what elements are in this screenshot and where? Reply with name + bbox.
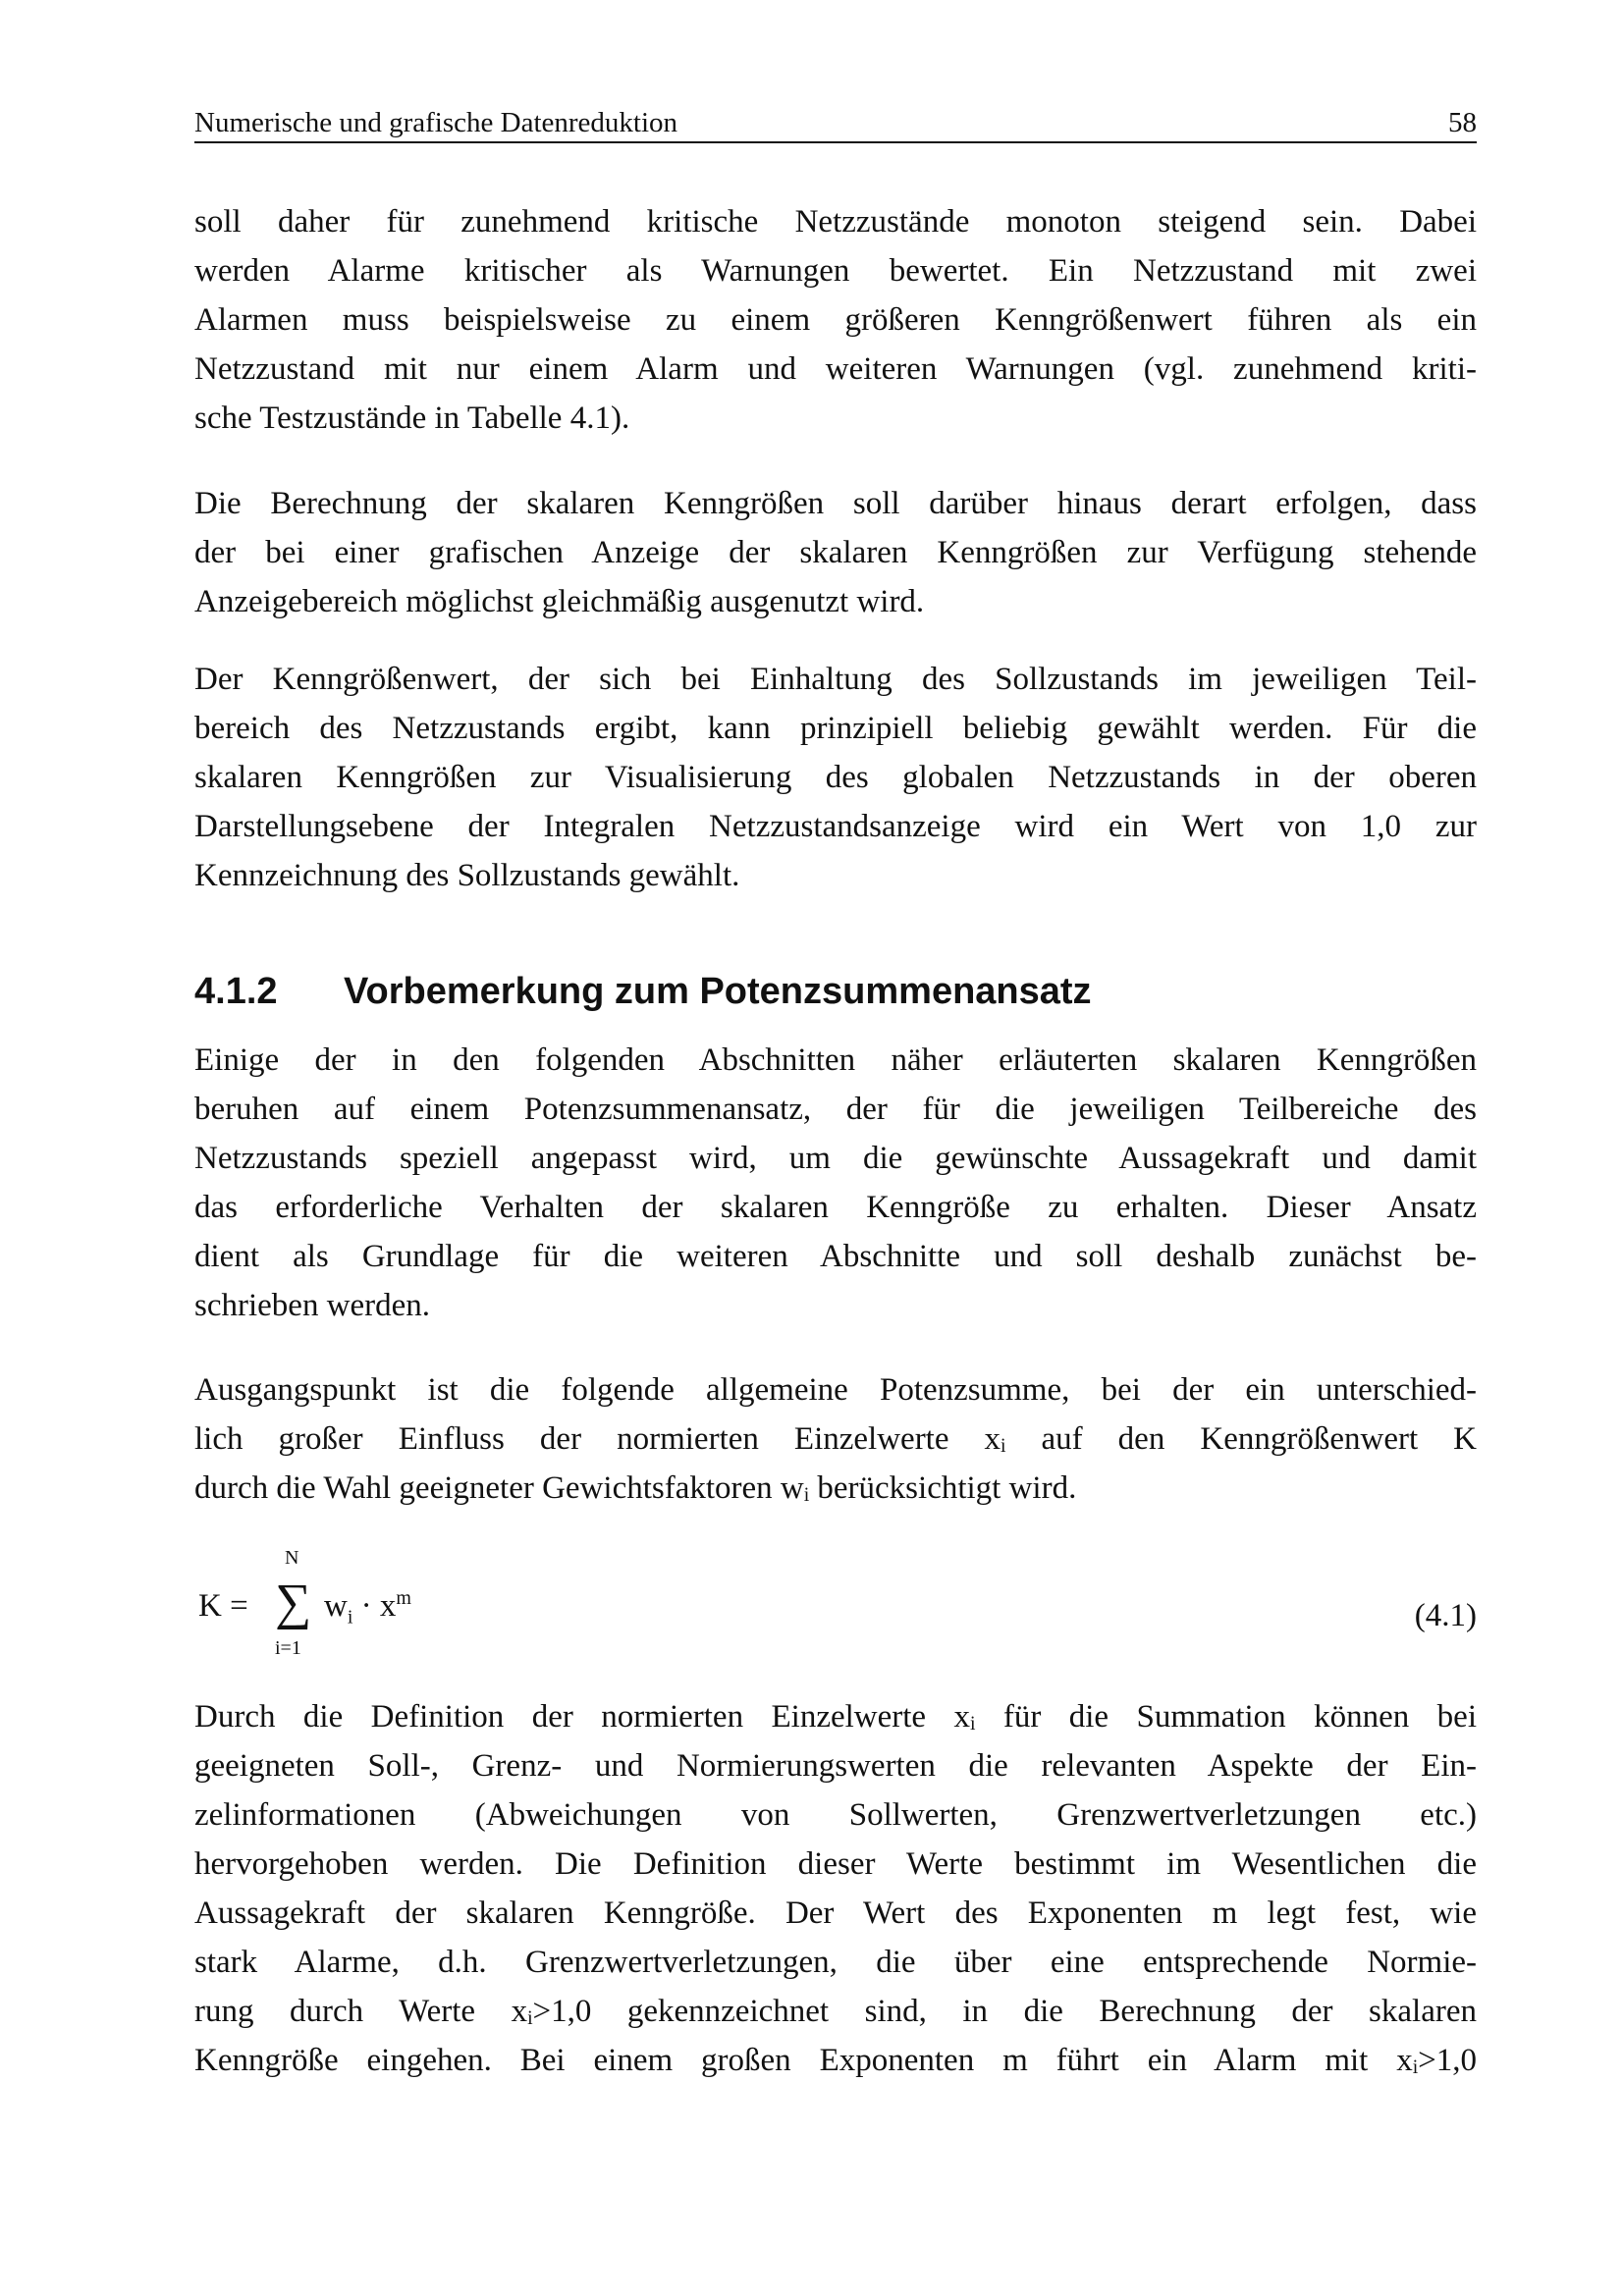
sum-symbol: ∑: [275, 1575, 312, 1630]
text-line: stark Alarme, d.h. Grenzwertverletzungen, die über eine entsprechende Normie-: [194, 1945, 1477, 1980]
text-line: soll daher für zunehmend kritische Netzzustände monoton steigend sein. Dabei: [194, 204, 1477, 240]
dot: ·: [360, 1588, 372, 1624]
text-line: hervorgehoben werden. Die Definition dieser Werte bestimmt im Wesentlichen die: [194, 1846, 1477, 1882]
value: x: [379, 1588, 397, 1624]
text-line: Die Berechnung der skalaren Kenngrößen soll darüber hinaus derart erfolgen, dass: [194, 486, 1477, 521]
text-line: Durch die Definition der normierten Einzelwerte xᵢ für die Summation können bei: [194, 1699, 1477, 1735]
text-line: Darstellungsebene der Integralen Netzzustandsanzeige wird ein Wert von 1,0 zur: [194, 809, 1477, 844]
section-heading: [194, 967, 1092, 1016]
paragraph: [194, 1036, 1477, 1330]
text-line: sche Testzustände in Tabelle 4.1).: [194, 400, 630, 436]
text-line: lich großer Einfluss der normierten Einzelwerte xᵢ auf den Kenngrößenwert K: [194, 1421, 1477, 1457]
text-line: Ausgangspunkt ist die folgende allgemeine Potenzsumme, bei der ein unterschied-: [194, 1372, 1477, 1408]
text-line: rung durch Werte xᵢ>1,0 gekennzeichnet sind, in die Berechnung der skalaren: [194, 1994, 1477, 2029]
equation-lhs: K =: [198, 1588, 248, 1624]
sum-lower-limit: i=1: [275, 1637, 301, 1659]
text-line: skalaren Kenngrößen zur Visualisierung des globalen Netzzustands in der oberen: [194, 760, 1477, 795]
text-line: dient als Grundlage für die weiteren Abschnitte und soll deshalb zunächst be-: [194, 1239, 1477, 1274]
text-line: Kenngröße eingehen. Bei einem großen Exponenten m führt ein Alarm mit xᵢ>1,0: [194, 2043, 1477, 2078]
text-line: zelinformationen (Abweichungen von Sollwerten, Grenzwertverletzungen etc.): [194, 1797, 1477, 1833]
text-line: Alarmen muss beispielsweise zu einem größeren Kenngrößenwert führen als ein: [194, 302, 1477, 338]
weight: w: [324, 1588, 348, 1624]
page-number: 58: [1448, 107, 1477, 138]
paragraph: [194, 655, 1477, 900]
text-line: bereich des Netzzustands ergibt, kann prinzipiell beliebig gewählt werden. Für die: [194, 711, 1477, 746]
section-title: Vorbemerkung zum Potenzsummenansatz: [344, 971, 1092, 1012]
equation-body: [324, 1587, 411, 1629]
text-line: der bei einer grafischen Anzeige der skalaren Kenngrößen zur Verfügung stehende: [194, 535, 1477, 570]
exponent: m: [396, 1587, 411, 1609]
paragraph: [194, 197, 1477, 443]
text-line: Anzeigebereich möglichst gleichmäßig ausgenutzt wird.: [194, 584, 925, 619]
paragraph: [194, 1365, 1477, 1513]
paragraph: [194, 1692, 1477, 2085]
text-line: Kennzeichnung des Sollzustands gewählt.: [194, 858, 740, 893]
running-header: [194, 106, 1477, 143]
sum-upper-limit: N: [285, 1547, 299, 1569]
text-line: schrieben werden.: [194, 1288, 431, 1323]
text-line: Aussagekraft der skalaren Kenngröße. Der Wert des Exponenten m legt fest, wie: [194, 1896, 1477, 1931]
section-number: 4.1.2: [194, 971, 278, 1012]
paragraph: [194, 479, 1477, 626]
text-line: Der Kenngrößenwert, der sich bei Einhaltung des Sollzustands im jeweiligen Teil-: [194, 662, 1477, 697]
index: i: [347, 1606, 353, 1629]
text-line: durch die Wahl geeigneter Gewichtsfaktoren wᵢ berücksichtigt wird.: [194, 1470, 1077, 1506]
text-line: beruhen auf einem Potenzsummenansatz, der für die jeweiligen Teilbereiche des: [194, 1092, 1477, 1127]
text-line: Netzzustand mit nur einem Alarm und weiteren Warnungen (vgl. zunehmend kriti-: [194, 351, 1477, 387]
header-title: Numerische und grafische Datenreduktion: [194, 107, 678, 138]
text-line: geeigneten Soll-, Grenz- und Normierungswerten die relevanten Aspekte der Ein-: [194, 1748, 1477, 1784]
text-line: Einige der in den folgenden Abschnitten näher erläuterten skalaren Kenngrößen: [194, 1042, 1477, 1078]
equation-4-1: [194, 1541, 1477, 1669]
equation-number: (4.1): [1414, 1598, 1477, 1633]
text-line: Netzzustands speziell angepasst wird, um die gewünschte Aussagekraft und damit: [194, 1141, 1477, 1176]
text-line: werden Alarme kritischer als Warnungen bewertet. Ein Netzzustand mit zwei: [194, 253, 1477, 289]
text-line: das erforderliche Verhalten der skalaren Kenngröße zu erhalten. Dieser Ansatz: [194, 1190, 1477, 1225]
